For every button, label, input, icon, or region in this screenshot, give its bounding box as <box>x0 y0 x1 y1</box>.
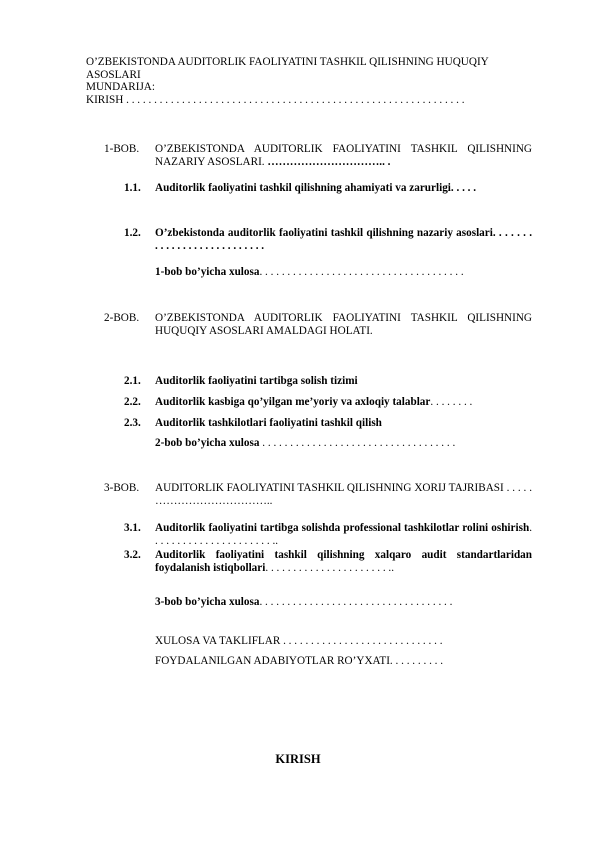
chapter-3-title-text: AUDITORLIK FAOLIYATINI TASHKIL QILISHNING XORIJ TAJRIBASI <box>155 482 504 494</box>
toc-section-2-1 <box>124 375 532 388</box>
toc-conclusion: XULOSA VA TAKLIFLAR . . . . . . . . . . . . . . . . . . . . . . . . . . . . . <box>155 635 443 647</box>
toc-section-1-1 <box>124 182 532 195</box>
chapter-3-summary-dots: . . . . . . . . . . . . . . . . . . . . . . . . . . . . . . . . . . . <box>259 596 453 608</box>
section-3-1-title <box>155 522 532 548</box>
section-heading-intro: KIRISH <box>275 752 321 766</box>
section-1-1-number: 1.1. <box>124 182 141 194</box>
chapter-1-title <box>155 143 532 169</box>
toc-references: FOYDALANILGAN ADABIYOTLAR RO’YXATI. . . . . . . . . . <box>155 655 444 667</box>
chapter-3-dots: . . . . . ………………………….. <box>155 482 533 507</box>
document-title: O’ZBEKISTONDA AUDITORLIK FAOLIYATINI TASHKIL QILISHNING HUQUQIY ASOSLARI <box>86 56 489 81</box>
toc-intro-dots: . . . . . . . . . . . . . . . . . . . . . . . . . . . . . . . . . . . . . . . . . . . . . . . . . . . . . . . . . . . . . <box>123 93 465 106</box>
toc-chapter-3-summary <box>155 596 452 609</box>
toc-chapter-1 <box>104 143 532 169</box>
toc-section-3-2 <box>124 549 532 575</box>
chapter-2-number: 2-BOB. <box>104 312 140 324</box>
section-2-1-title: Auditorlik faoliyatini tartibga solish tizimi <box>155 375 358 387</box>
section-3-2-number: 3.2. <box>124 549 141 561</box>
section-2-3-number: 2.3. <box>124 417 141 429</box>
section-3-2-title <box>155 549 532 575</box>
toc-intro <box>86 94 536 107</box>
toc-section-3-1 <box>124 522 532 548</box>
section-1-2-title: O’zbekistonda auditorlik faoliyatini tashkil qilishning nazariy asoslari. . . . . . . . . . . . . . . . . . . . . . . . . . . <box>155 227 532 252</box>
chapter-1-number: 1-BOB. <box>104 143 140 155</box>
chapter-2-summary-dots: . . . . . . . . . . . . . . . . . . . . . . . . . . . . . . . . . . . <box>259 437 456 449</box>
toc-chapter-2 <box>104 312 532 338</box>
section-2-2-dots: . . . . . . . . <box>430 396 473 408</box>
toc-intro-label: KIRISH <box>86 93 124 106</box>
toc-chapter-3 <box>104 482 532 508</box>
section-2-2-title <box>155 396 532 409</box>
section-3-2-title-text: Auditorlik faoliyatini tashkil qilishning xalqaro audit standartlaridan foydalanish istiqbollari <box>155 549 532 574</box>
toc-chapter-1-summary <box>155 266 464 279</box>
section-3-2-dots: . . . . . . . . . . . . . . . . . . . . . . .. <box>265 562 395 574</box>
section-3-1-number: 3.1. <box>124 522 141 534</box>
chapter-3-summary-label: 3-bob bo’yicha xulosa <box>155 596 260 608</box>
chapter-1-summary-label: 1-bob bo’yicha xulosa <box>155 266 260 278</box>
section-1-2-number: 1.2. <box>124 227 141 239</box>
chapter-3-number: 3-BOB. <box>104 482 140 494</box>
section-2-1-number: 2.1. <box>124 375 141 387</box>
section-3-1-title-text: Auditorlik faoliyatini tartibga solishda professional tashkilotlar rolini oshirish <box>155 522 530 534</box>
chapter-2-title: O’ZBEKISTONDA AUDITORLIK FAOLIYATINI TASHKIL QILISHNING HUQUQIY ASOSLARI AMALDAGI HOLATI. <box>155 312 532 337</box>
chapter-1-summary-dots: . . . . . . . . . . . . . . . . . . . . . . . . . . . . . . . . . . . . . <box>259 266 464 278</box>
section-2-2-number: 2.2. <box>124 396 141 408</box>
chapter-1-dots: ………………………….. . <box>267 156 391 168</box>
chapter-1-title-text: O’ZBEKISTONDA AUDITORLIK FAOLIYATINI TASHKIL QILISHNING NAZARIY ASOSLARI. <box>155 143 532 168</box>
toc-section-2-3 <box>124 417 532 430</box>
section-3-1-dots: . . . . . . . . . . . . . . . . . . . . . . .. <box>155 522 532 547</box>
chapter-2-summary-label: 2-bob bo’yicha xulosa <box>155 437 260 449</box>
toc-section-2-2 <box>124 396 532 409</box>
chapter-3-title <box>155 482 532 508</box>
section-2-3-title: Auditorlik tashkilotlari faoliyatini tashkil qilish <box>155 417 382 429</box>
toc-chapter-2-summary <box>155 437 455 450</box>
toc-section-1-2 <box>124 227 532 253</box>
document-header <box>86 56 536 106</box>
section-2-2-title-text: Auditorlik kasbiga qo’yilgan me’yoriy va axloqiy talablar <box>155 396 431 408</box>
contents-label: MUNDARIJA: <box>86 81 155 94</box>
section-1-1-title: Auditorlik faoliyatini tashkil qilishning ahamiyati va zarurligi. . . . . <box>155 182 477 194</box>
